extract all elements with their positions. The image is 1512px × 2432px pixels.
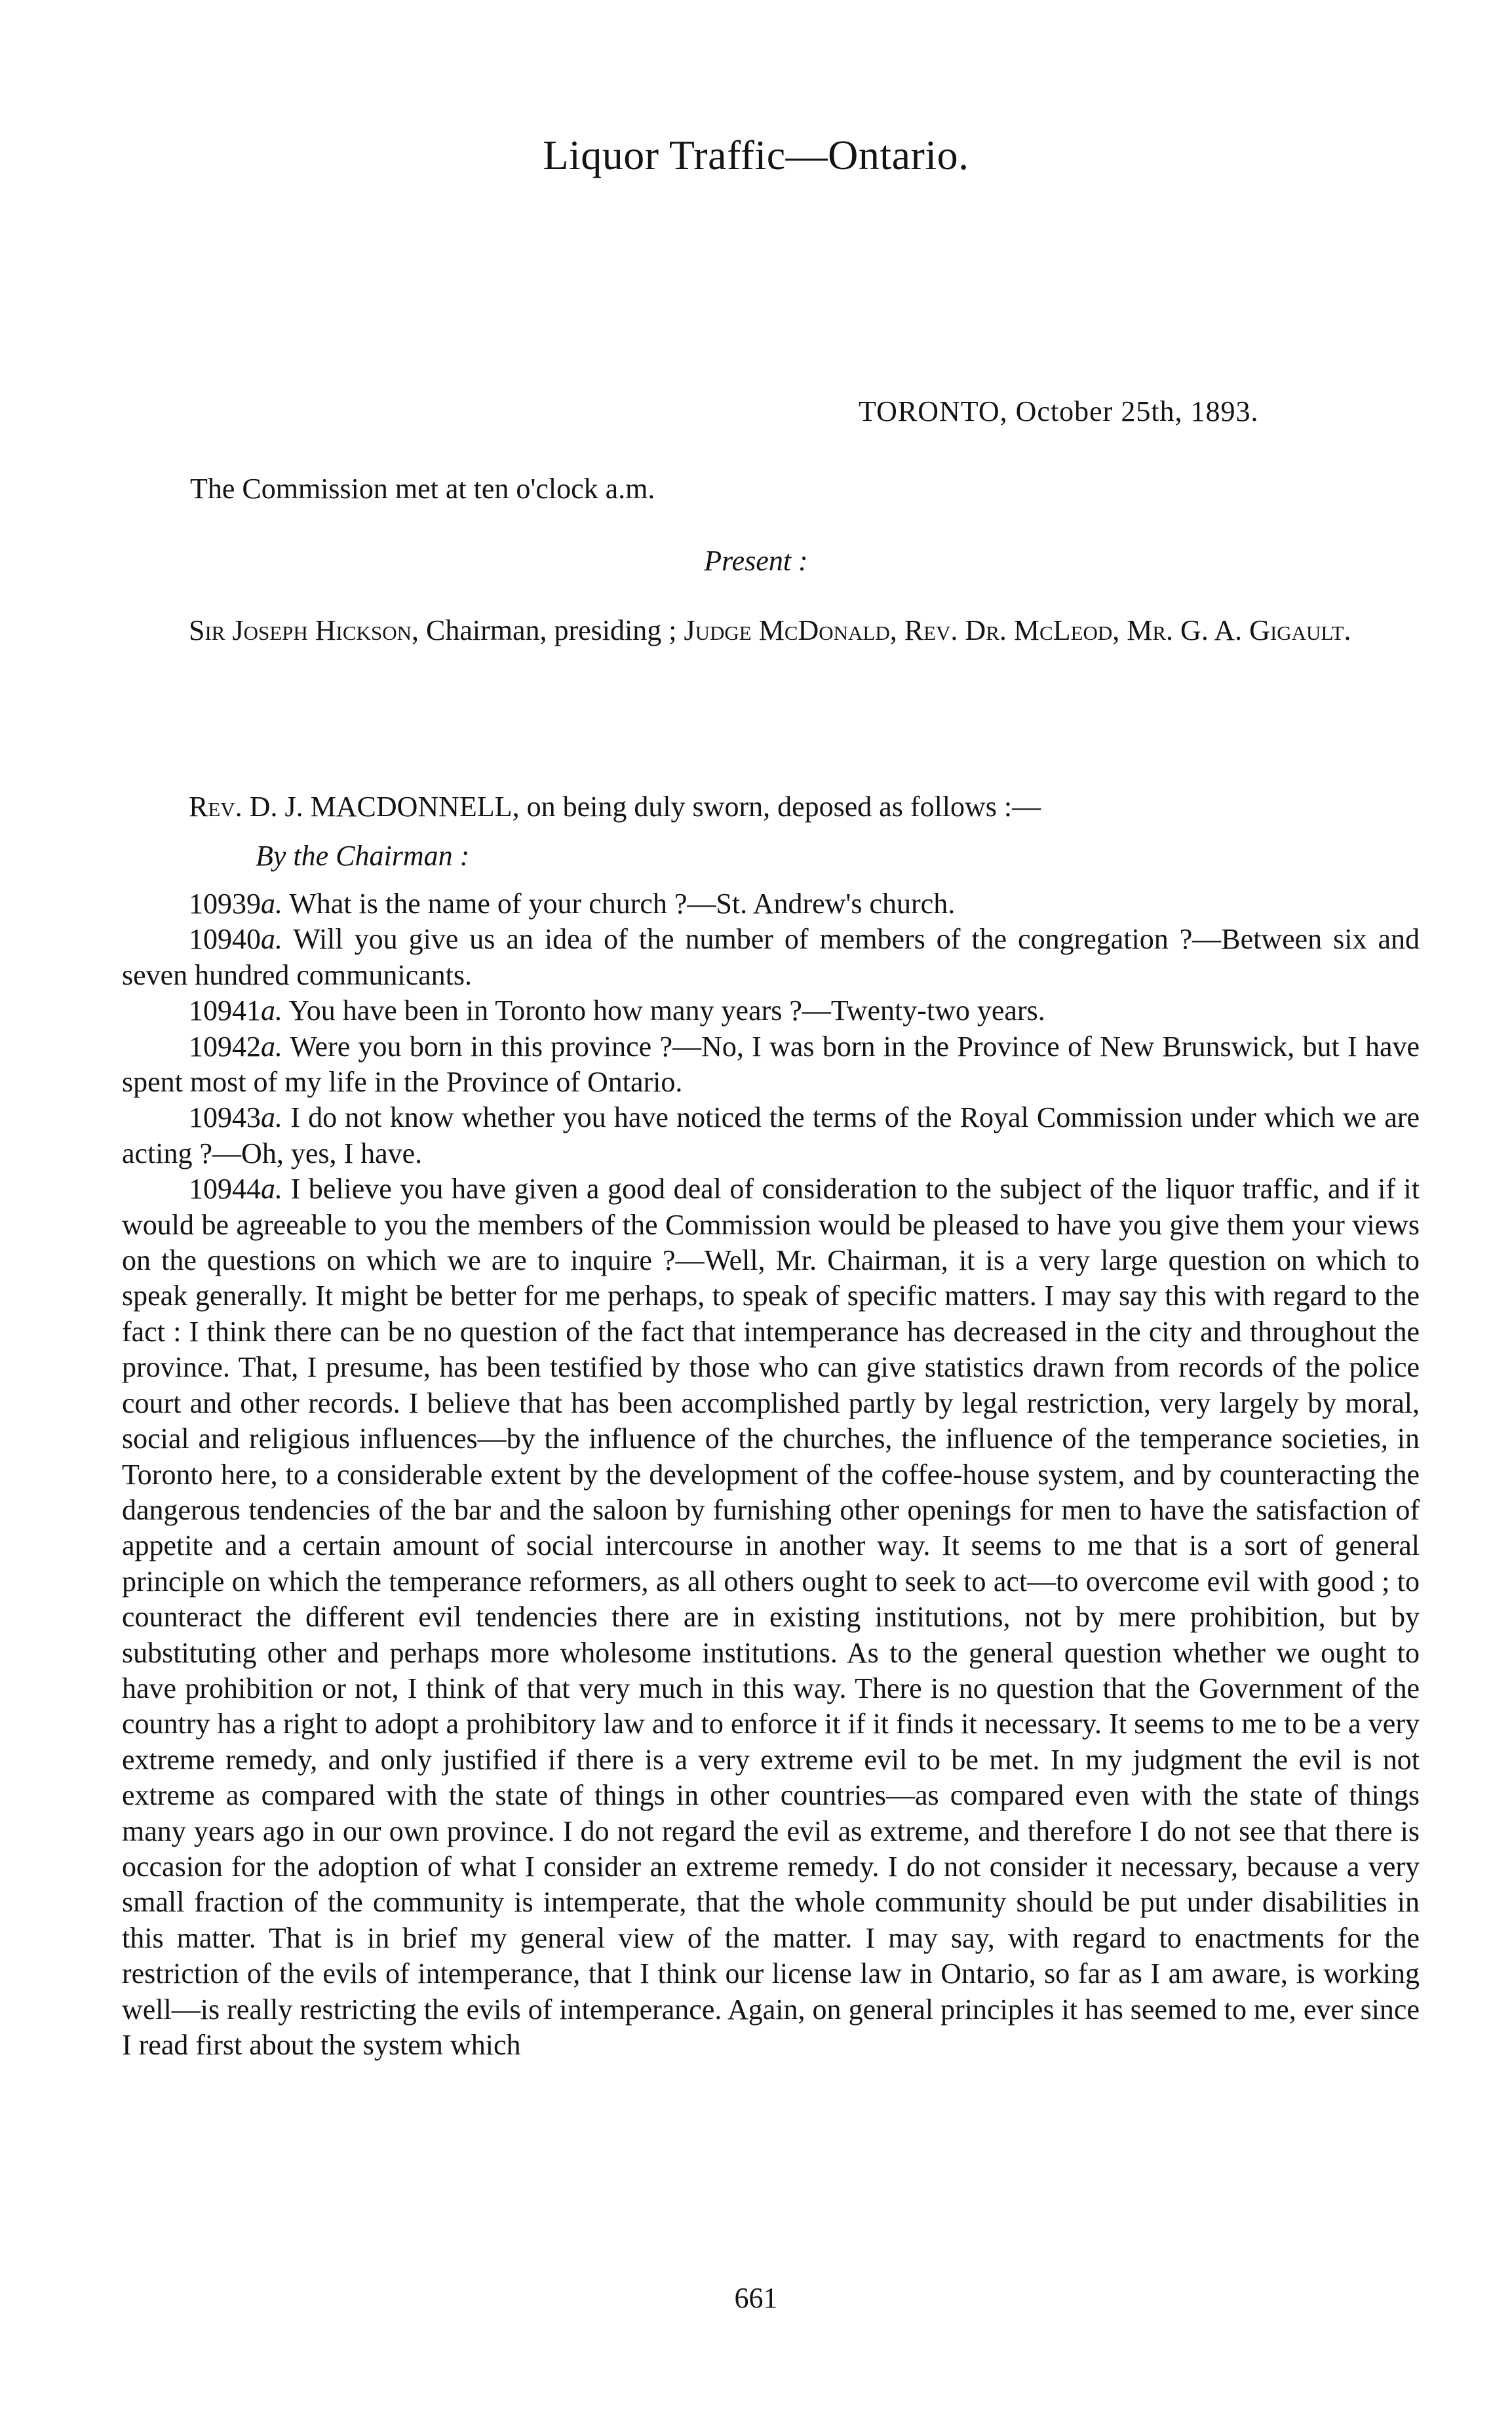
testimony-paragraph	[122, 993, 1420, 1029]
testimony-paragraph	[122, 1100, 1420, 1171]
testimony-paragraph	[122, 886, 1420, 922]
examiner-heading: By the Chairman :	[256, 840, 470, 872]
question-number: 10940a.	[189, 923, 282, 956]
present-heading: Present :	[704, 545, 808, 577]
place-date: TORONTO, October 25th, 1893.	[859, 395, 1259, 427]
attendees-list	[122, 613, 1420, 648]
question-text: What is the name of your church ?—St. Andrew's church.	[289, 888, 956, 920]
witness-sworn: , on being duly sworn, deposed as follows :—	[512, 791, 1041, 823]
testimony-paragraph	[122, 922, 1420, 993]
testimony-body	[122, 886, 1420, 2063]
witness-title: Rev. D. J.	[189, 791, 311, 823]
question-text: I do not know whether you have noticed the terms of the Royal Commission under which we are acting ?—Oh, yes, I have.	[122, 1101, 1420, 1169]
question-text: You have been in Toronto how many years ?—Twenty-two years.	[288, 994, 1045, 1027]
witness-line	[189, 790, 1041, 823]
page-number: 661	[734, 2282, 778, 2314]
page-title: Liquor Traffic—Ontario.	[543, 132, 969, 178]
question-number: 10939a.	[189, 888, 282, 920]
chairman-name: Sir Joseph Hickson	[189, 614, 412, 646]
other-members: Judge McDonald, Rev. Dr. McLeod, Mr. G. A. Gigault.	[684, 614, 1351, 646]
chairman-role: , Chairman, presiding ;	[411, 614, 684, 646]
question-number: 10944a.	[189, 1173, 282, 1206]
question-number: 10943a.	[189, 1101, 282, 1134]
witness-name: MACDONNELL	[310, 791, 513, 823]
meeting-statement: The Commission met at ten o'clock a.m.	[190, 473, 655, 505]
question-text: Will you give us an idea of the number of members of the congregation ?—Between six and seven hundred communicants.	[122, 923, 1420, 991]
testimony-paragraph	[122, 1029, 1420, 1101]
question-text: I believe you have given a good deal of consideration to the subject of the liquor traffic, and if it would be agreeable to you the members of the Commission would be pleased to have you give them your views on the questions on which we are to inquire ?—Well, Mr. Chairman, it is a very large question on which to speak generally. It might be better for me perhaps, to speak of specific matters. I may say this with regard to the fact : I think there can be no question of the fact that intemperance has decreased in the city and throughout the province. That, I presume, has been testified by those who can give statistics drawn from records of the police court and other records. I believe that has been accomplished partly by legal restriction, very largely by moral, social and religious influences—by the influence of the churches, the influence of the temperance societies, in Toronto here, to a considerable extent by the development of the coffee-house system, and by counteracting the dangerous tendencies of the bar and the saloon by furnishing other openings for men to have the satisfaction of appetite and a certain amount of social intercourse in another way. It seems to me that is a sort of general principle on which the temperance reformers, as all others ought to seek to act—to overcome evil with good ; to counteract the different evil tendencies there are in existing institutions, not by mere prohibition, but by substituting other and perhaps more wholesome institutions. As to the general question whether we ought to have prohibition or not, I think of that very much in this way. There is no question that the Government of the country has a right to adopt a prohibitory law and to enforce it if it finds it necessary. It seems to me to be a very extreme remedy, and only justified if there is a very extreme evil to be met. In my judgment the evil is not extreme as compared with the state of things in other countries—as compared even with the state of things many years ago in our own province. I do not regard the evil as extreme, and therefore I do not see that there is occasion for the adoption of what I consider an extreme remedy. I do not consider it necessary, because a very small fraction of the community is intemperate, that the whole community should be put under disabilities in this matter. That is in brief my general view of the matter. I may say, with regard to enactments for the restriction of the evils of intemperance, that I think our license law in Ontario, so far as I am aware, is working well—is really restricting the evils of intemperance. Again, on general principles it has seemed to me, ever since I read first about the system which	[122, 1173, 1420, 2061]
question-number: 10942a.	[189, 1030, 282, 1063]
question-number: 10941a.	[189, 994, 282, 1027]
question-text: Were you born in this province ?—No, I was born in the Province of New Brunswick, but I have spent most of my life in the Province of Ontario.	[122, 1030, 1420, 1099]
testimony-paragraph	[122, 1171, 1420, 2063]
